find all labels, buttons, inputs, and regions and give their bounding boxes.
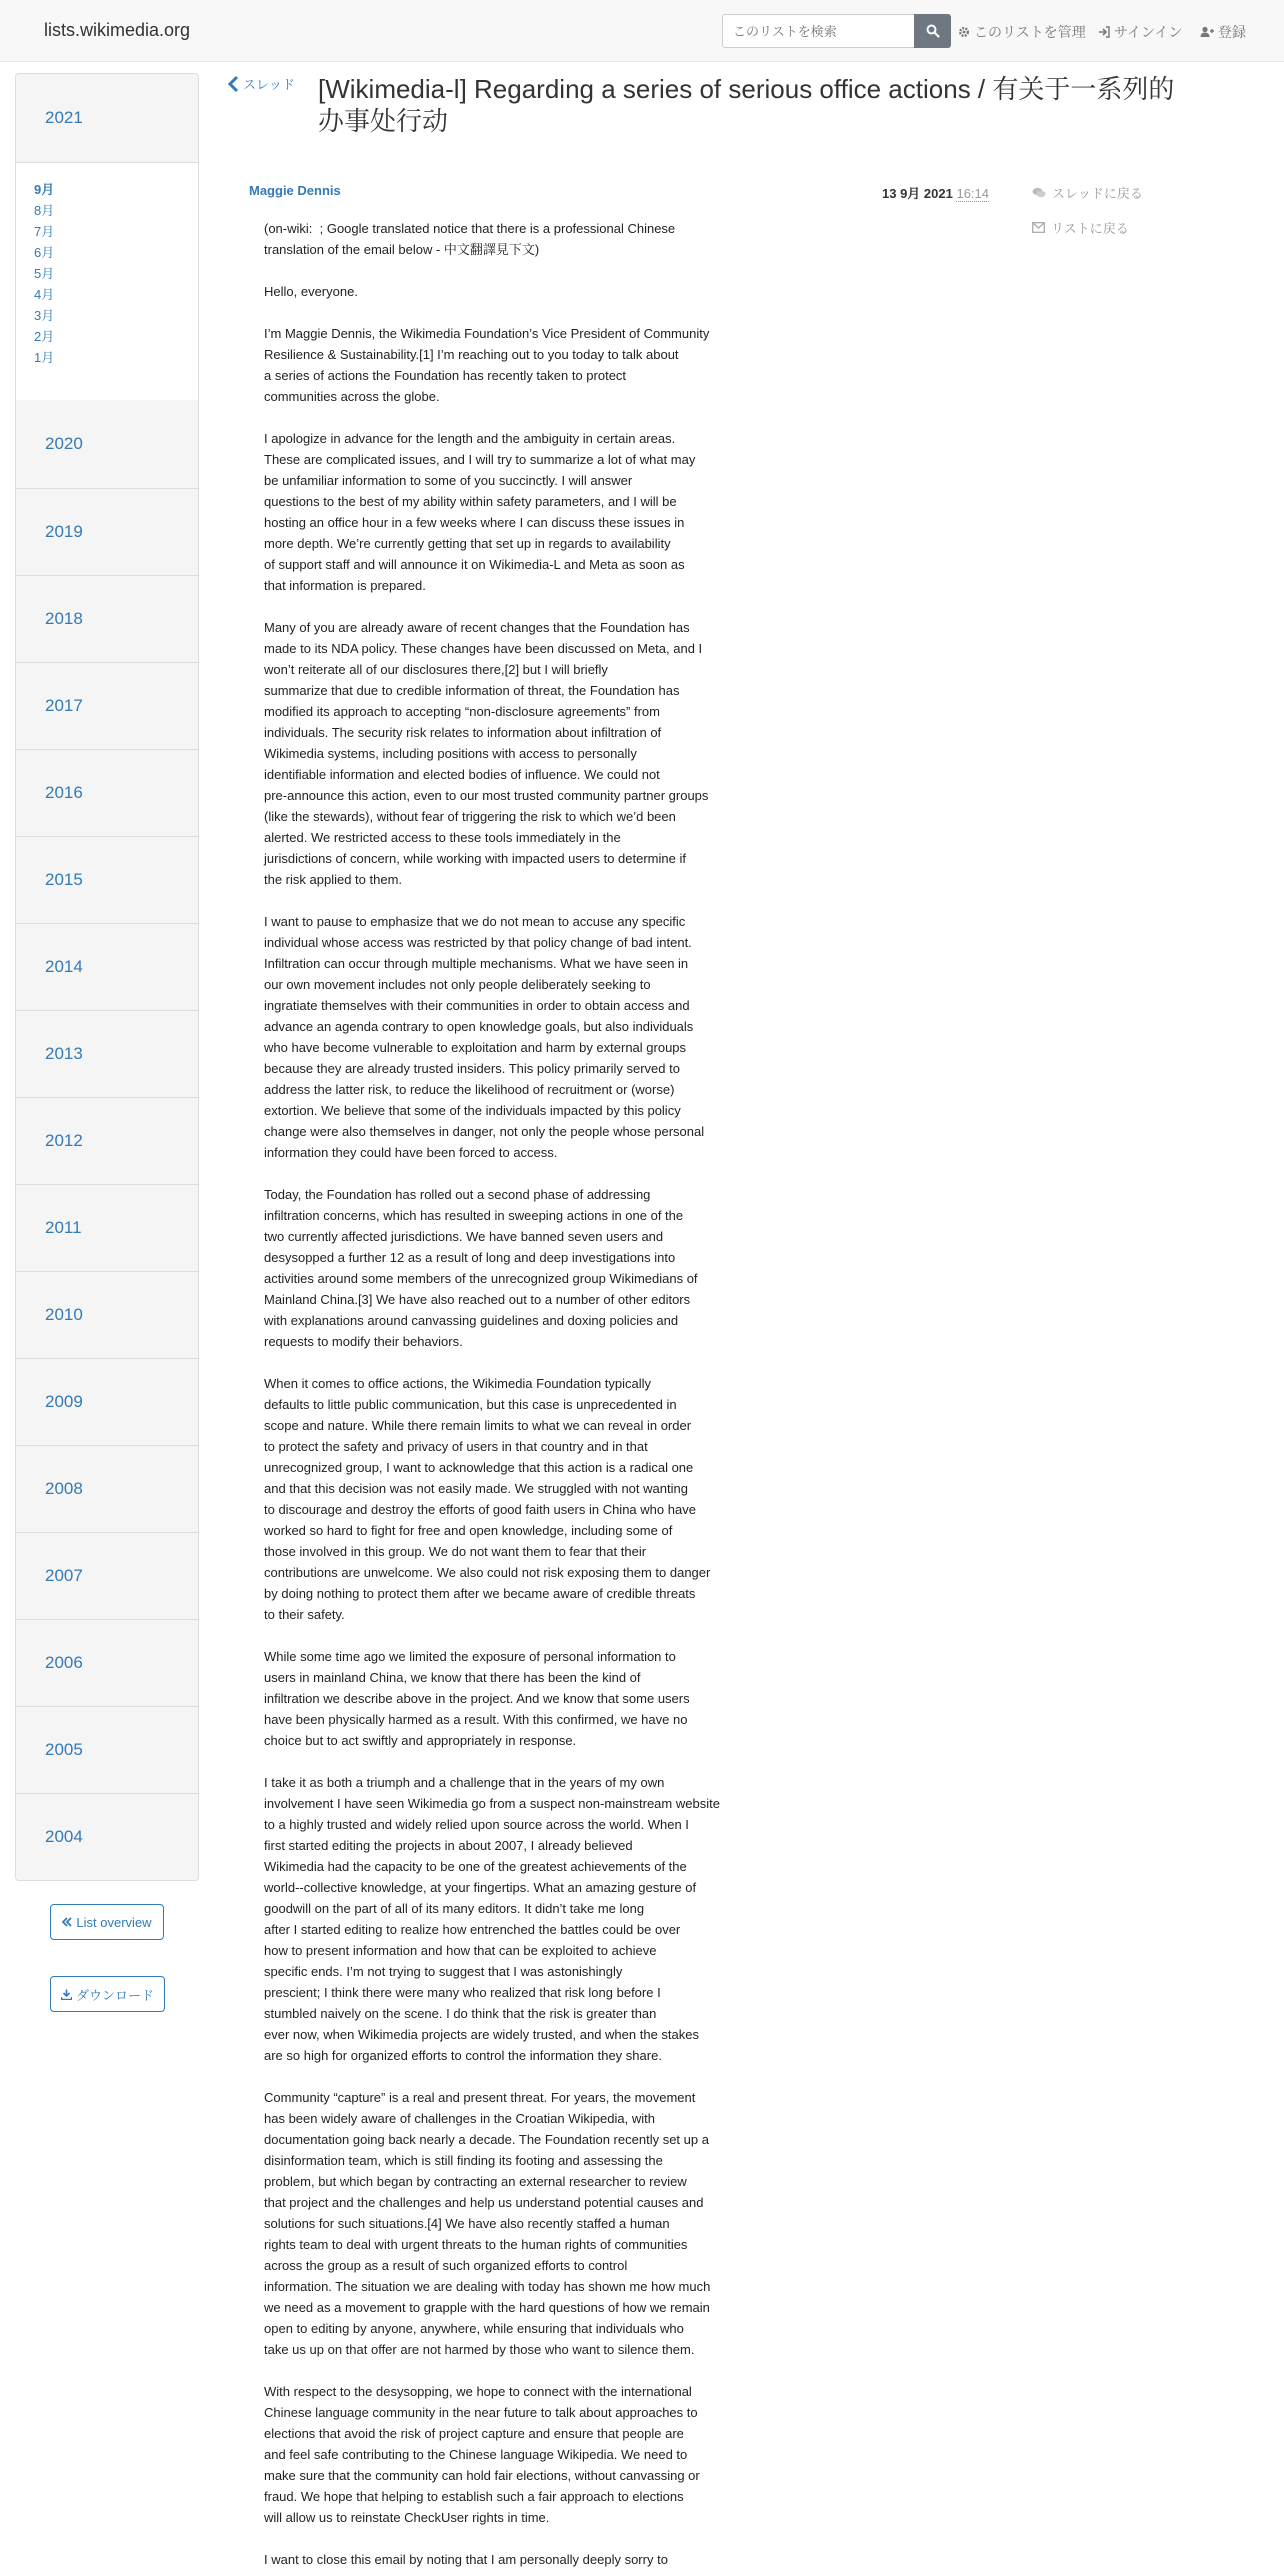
message-line: documentation going back nearly a decade. The Foundation recently set up a	[264, 2132, 709, 2147]
gear-icon	[958, 26, 970, 38]
message-line: disinformation team, which is still finding its footing and assessing the	[264, 2153, 663, 2168]
year-2014[interactable]: 2014	[16, 923, 198, 1010]
message-line: users in mainland China, we know that there has been the kind of	[264, 1670, 641, 1685]
message-paragraph	[264, 323, 784, 407]
message-line: more depth. We’re currently getting that set up in regards to availability	[264, 536, 671, 551]
message-line: the risk applied to them.	[264, 872, 403, 887]
search-button[interactable]	[914, 14, 951, 48]
message-line: translation of the email below - 中文翻譯見下文)	[264, 242, 540, 257]
message-line: extortion. We believe that some of the individuals impacted by this policy	[264, 1103, 681, 1118]
message-paragraph	[264, 1772, 784, 2066]
message-line: open to editing by anyone, anywhere, while ensuring that individuals who	[264, 2321, 684, 2336]
message-line: I’m Maggie Dennis, the Wikimedia Foundation’s Vice President of Community	[264, 326, 710, 341]
message-line: to protect the safety and privacy of users in that country and in that	[264, 1439, 648, 1454]
year-list	[16, 400, 198, 1880]
message-line: world--collective knowledge, at your fingertips. What an amazing gesture of	[264, 1880, 697, 1895]
message-line: summarize that due to credible information of threat, the Foundation has	[264, 683, 680, 698]
message-line: Wikimedia systems, including positions with access to personally	[264, 746, 637, 761]
list-overview-label: List overview	[76, 1914, 152, 1930]
message-line: hosting an office hour in a few weeks where I can discuss these issues in	[264, 515, 685, 530]
message-date-day: 13 9月 2021	[882, 186, 953, 201]
message-line: stumbled naively on the scene. I do think that the risk is greater than	[264, 2006, 657, 2021]
download-icon	[61, 1989, 72, 2000]
message-line: and feel safe contributing to the Chinese language Wikipedia. We need to	[264, 2447, 688, 2462]
archive-sidebar	[15, 73, 199, 1881]
message-line: identifiable information and elected bodies of influence. We could not	[264, 767, 660, 782]
download-label: ダウンロード	[75, 1987, 154, 2003]
back-to-list-action[interactable]	[1032, 218, 1129, 237]
message-line: With respect to the desysopping, we hope to connect with the international	[264, 2384, 692, 2399]
message-line: to a highly trusted and widely relied upon source across the world. When I	[264, 1817, 689, 1832]
message-line: made to its NDA policy. These changes have been discussed on Meta, and I	[264, 641, 703, 656]
year-2016[interactable]: 2016	[16, 749, 198, 836]
message-line: elections that avoid the risk of project capture and ensure that people are	[264, 2426, 684, 2441]
month-link[interactable]: 4月	[34, 287, 55, 302]
message-paragraph	[264, 2381, 784, 2528]
year-2006[interactable]: 2006	[16, 1619, 198, 1706]
message-line: scope and nature. While there remain limits to what we can reveal in order	[264, 1418, 692, 1433]
message-line: Resilience & Sustainability.[1] I’m reaching out to you today to talk about	[264, 347, 679, 362]
message-paragraph	[264, 1184, 784, 1352]
message-line: These are complicated issues, and I will try to summarize a lot of what may	[264, 452, 696, 467]
message-line: be unfamiliar information to some of you succinctly. I will answer	[264, 473, 633, 488]
message-line: a series of actions the Foundation has recently taken to protect	[264, 368, 627, 383]
year-2011[interactable]: 2011	[16, 1184, 198, 1271]
month-list	[16, 162, 198, 400]
message-body	[264, 218, 784, 2568]
message-line: ingratiate themselves with their communities in order to obtain access and	[264, 998, 690, 1013]
message-line: While some time ago we limited the exposure of personal information to	[264, 1649, 676, 1664]
message-line: rights team to deal with urgent threats to the human rights of communities	[264, 2237, 688, 2252]
navbar	[0, 0, 1284, 62]
message-line: activities around some members of the unrecognized group Wikimedians of	[264, 1271, 698, 1286]
message-line: Infiltration can occur through multiple mechanisms. What we have seen in	[264, 956, 689, 971]
message-line: who have become vulnerable to exploitation and harm by external groups	[264, 1040, 687, 1055]
message-line: infiltration concerns, which has resulted in sweeping actions in one of the	[264, 1208, 684, 1223]
message-paragraph	[264, 911, 784, 1163]
message-line: pre-announce this action, even to our most trusted community partner groups	[264, 788, 709, 803]
message-line: communities across the globe.	[264, 389, 440, 404]
search-input[interactable]	[722, 14, 915, 48]
message-line: problem, but which began by contracting an external researcher to review	[264, 2174, 687, 2189]
signin-link[interactable]	[1098, 22, 1182, 42]
message-line: specific ends. I’m not trying to suggest that I was astonishingly	[264, 1964, 623, 1979]
back-to-thread-action-label: スレッドに戻る	[1052, 186, 1143, 201]
download-button[interactable]	[50, 1976, 165, 2012]
message-line: change were also themselves in danger, not only the people whose personal	[264, 1124, 705, 1139]
message-line: to discourage and destroy the efforts of good faith users in China who have	[264, 1502, 696, 1517]
message-paragraph	[264, 2087, 784, 2360]
message-line: I apologize in advance for the length and the ambiguity in certain areas.	[264, 431, 676, 446]
message-line: solutions for such situations.[4] We have also recently staffed a human	[264, 2216, 670, 2231]
message-line: information they could have been forced to access.	[264, 1145, 558, 1160]
year-2021[interactable]: 2021	[45, 108, 83, 127]
message-line: to their safety.	[264, 1607, 345, 1622]
message-line: take us up on that offer are not harmed by those who want to silence them.	[264, 2342, 695, 2357]
month-link[interactable]: 9月	[34, 182, 55, 197]
message-date	[882, 183, 989, 202]
month-link[interactable]: 6月	[34, 245, 55, 260]
message-paragraph	[264, 428, 784, 596]
message-line: (on-wiki: ; Google translated notice that there is a professional Chinese	[264, 221, 676, 236]
list-overview-button[interactable]	[50, 1904, 164, 1940]
year-2020[interactable]: 2020	[45, 434, 83, 453]
message-line: that information is prepared.	[264, 578, 426, 593]
message-line: Hello, everyone.	[264, 284, 358, 299]
message-line: choice but to act swiftly and appropriately in response.	[264, 1733, 577, 1748]
year-2019[interactable]: 2019	[16, 488, 198, 575]
back-to-thread-link[interactable]	[228, 74, 295, 93]
month-link[interactable]: 7月	[34, 224, 55, 239]
thread-title: [Wikimedia-l] Regarding a series of serious office actions / 有关于一系列的办事处行动	[318, 74, 1175, 136]
message-line: individuals. The security risk relates to information about infiltration of	[264, 725, 662, 740]
message-line: two currently affected jurisdictions. We have banned seven users and	[264, 1229, 664, 1244]
year-2005[interactable]: 2005	[16, 1706, 198, 1793]
message-time: 16:14	[956, 186, 990, 201]
message-line: address the latter risk, to reduce the likelihood of recruitment or (worse)	[264, 1082, 675, 1097]
message-line: prescient; I think there were many who realized that risk long before I	[264, 1985, 661, 2000]
message-paragraph	[264, 2549, 784, 2568]
year-2013[interactable]: 2013	[16, 1010, 198, 1097]
message-line: after I started editing to realize how entrenched the battles could be over	[264, 1922, 681, 1937]
message-line: desysopped a further 12 as a result of long and deep investigations into	[264, 1250, 676, 1265]
message-line: are so high for organized efforts to control the information they share.	[264, 2048, 662, 2063]
year-2004[interactable]: 2004	[16, 1793, 198, 1880]
message-line: involvement I have seen Wikimedia go from a suspect non-mainstream website	[264, 1796, 720, 1811]
message-line: worked so hard to fight for free and open knowledge, including some of	[264, 1523, 673, 1538]
message-line: requests to modify their behaviors.	[264, 1334, 463, 1349]
month-link[interactable]: 8月	[34, 203, 55, 218]
message-line: Wikimedia had the capacity to be one of the greatest achievements of the	[264, 1859, 687, 1874]
message-line: alerted. We restricted access to these tools immediately in the	[264, 830, 621, 845]
year-2007[interactable]: 2007	[16, 1532, 198, 1619]
message-line: I want to close this email by noting that I am personally deeply sorry to	[264, 2552, 668, 2567]
message-line: by doing nothing to protect them after we became aware of credible threats	[264, 1586, 696, 1601]
message-line: individual whose access was restricted by that policy change of bad intent.	[264, 935, 692, 950]
message-line: Mainland China.[3] We have also reached out to a number of other editors	[264, 1292, 691, 1307]
message-line: won’t reiterate all of our disclosures there,[2] but I will briefly	[264, 662, 608, 677]
message-line: information. The situation we are dealing with today has shown me how much	[264, 2279, 711, 2294]
message-line: Many of you are already aware of recent changes that the Foundation has	[264, 620, 690, 635]
message-line: jurisdictions of concern, while working with impacted users to determine if	[264, 851, 686, 866]
message-line: make sure that the community can hold fair elections, without canvassing or	[264, 2468, 700, 2483]
month-link[interactable]: 1月	[34, 350, 55, 365]
year-2008[interactable]: 2008	[16, 1445, 198, 1532]
year-2017[interactable]: 2017	[16, 662, 198, 749]
message-line: Today, the Foundation has rolled out a second phase of addressing	[264, 1187, 651, 1202]
message-paragraph	[264, 281, 784, 302]
message-line: first started editing the projects in about 2007, I already believed	[264, 1838, 633, 1853]
message-line: and that this decision was not easily made. We struggled with not wanting	[264, 1481, 688, 1496]
back-to-list-action-label: リストに戻る	[1051, 221, 1129, 236]
register-label: 登録	[1218, 24, 1246, 40]
back-to-thread-label: スレッド	[243, 77, 295, 92]
message-line: questions to the best of my ability within safety parameters, and I will be	[264, 494, 677, 509]
month-link[interactable]: 2月	[34, 329, 55, 344]
message-line: have been physically harmed as a result. With this confirmed, we have no	[264, 1712, 688, 1727]
message-line: infiltration we describe above in the project. And we know that some users	[264, 1691, 690, 1706]
double-chevron-left-icon	[62, 1917, 72, 1927]
message-line: our own movement includes not only people deliberately seeking to	[264, 977, 651, 992]
message-line: goodwill on the part of all of its many editors. It didn’t take me long	[264, 1901, 645, 1916]
year-2010[interactable]: 2010	[16, 1271, 198, 1358]
message-paragraph	[264, 1373, 784, 1625]
year-2018[interactable]: 2018	[16, 575, 198, 662]
manage-list-link[interactable]	[958, 22, 1086, 42]
register-link[interactable]	[1200, 22, 1246, 42]
message-line: I want to pause to emphasize that we do not mean to accuse any specific	[264, 914, 686, 929]
message-line: will allow us to reinstate CheckUser rights in time.	[264, 2510, 550, 2525]
message-line: contributions are unwelcome. We also could not risk exposing them to danger	[264, 1565, 711, 1580]
month-link[interactable]: 3月	[34, 308, 55, 323]
month-link[interactable]: 5月	[34, 266, 55, 281]
message-line: across the group as a result of such organized efforts to control	[264, 2258, 628, 2273]
manage-list-label: このリストを管理	[974, 24, 1086, 40]
year-2015[interactable]: 2015	[16, 836, 198, 923]
message-line: fraud. We hope that helping to establish such a fair approach to elections	[264, 2489, 684, 2504]
chevron-left-icon	[228, 75, 239, 93]
message-line: we need as a movement to grapple with the hard questions of how we remain	[264, 2300, 710, 2315]
year-2009[interactable]: 2009	[16, 1358, 198, 1445]
message-paragraph	[264, 1646, 784, 1751]
message-line: with explanations around canvassing guidelines and doxing policies and	[264, 1313, 679, 1328]
message-line: unrecognized group, I want to acknowledge that this action is a radical one	[264, 1460, 694, 1475]
message-line: modified its approach to accepting “non-disclosure agreements” from	[264, 704, 660, 719]
message-line: those involved in this group. We do not want them to fear that their	[264, 1544, 647, 1559]
comments-icon	[1032, 187, 1046, 199]
message-line: Community “capture” is a real and present threat. For years, the movement	[264, 2090, 696, 2105]
message-line: Chinese language community in the near future to talk about approaches to	[264, 2405, 698, 2420]
message-line: advance an agenda contrary to open knowledge goals, but also individuals	[264, 1019, 694, 1034]
message-line: because they are already trusted insiders. This policy primarily served to	[264, 1061, 680, 1076]
year-2012[interactable]: 2012	[16, 1097, 198, 1184]
message-paragraph	[264, 218, 784, 260]
search-icon	[926, 24, 940, 38]
message-line: that project and the challenges and help us understand potential causes and	[264, 2195, 704, 2210]
site-brand[interactable]: lists.wikimedia.org	[44, 20, 191, 40]
envelope-icon	[1032, 222, 1045, 233]
signin-label: サインイン	[1114, 24, 1183, 40]
signin-icon	[1098, 26, 1110, 38]
message-line: how to present information and how that can be exploited to achieve	[264, 1943, 657, 1958]
message-line: of support staff and will announce it on Wikimedia-L and Meta as soon as	[264, 557, 685, 572]
message-line: When it comes to office actions, the Wikimedia Foundation typically	[264, 1376, 652, 1391]
message-line: ever now, when Wikimedia projects are widely trusted, and when the stakes	[264, 2027, 699, 2042]
message-line: defaults to little public communication, but this case is unprecedented in	[264, 1397, 677, 1412]
sender-name[interactable]: Maggie Dennis	[249, 183, 341, 198]
user-plus-icon	[1200, 26, 1214, 38]
back-to-thread-action[interactable]	[1032, 183, 1143, 202]
message-line: I take it as both a triumph and a challenge that in the years of my own	[264, 1775, 665, 1790]
message-paragraph	[264, 617, 784, 890]
message-line: has been widely aware of challenges in the Croatian Wikipedia, with	[264, 2111, 655, 2126]
message-line: (like the stewards), without fear of triggering the risk to which we’d been	[264, 809, 676, 824]
